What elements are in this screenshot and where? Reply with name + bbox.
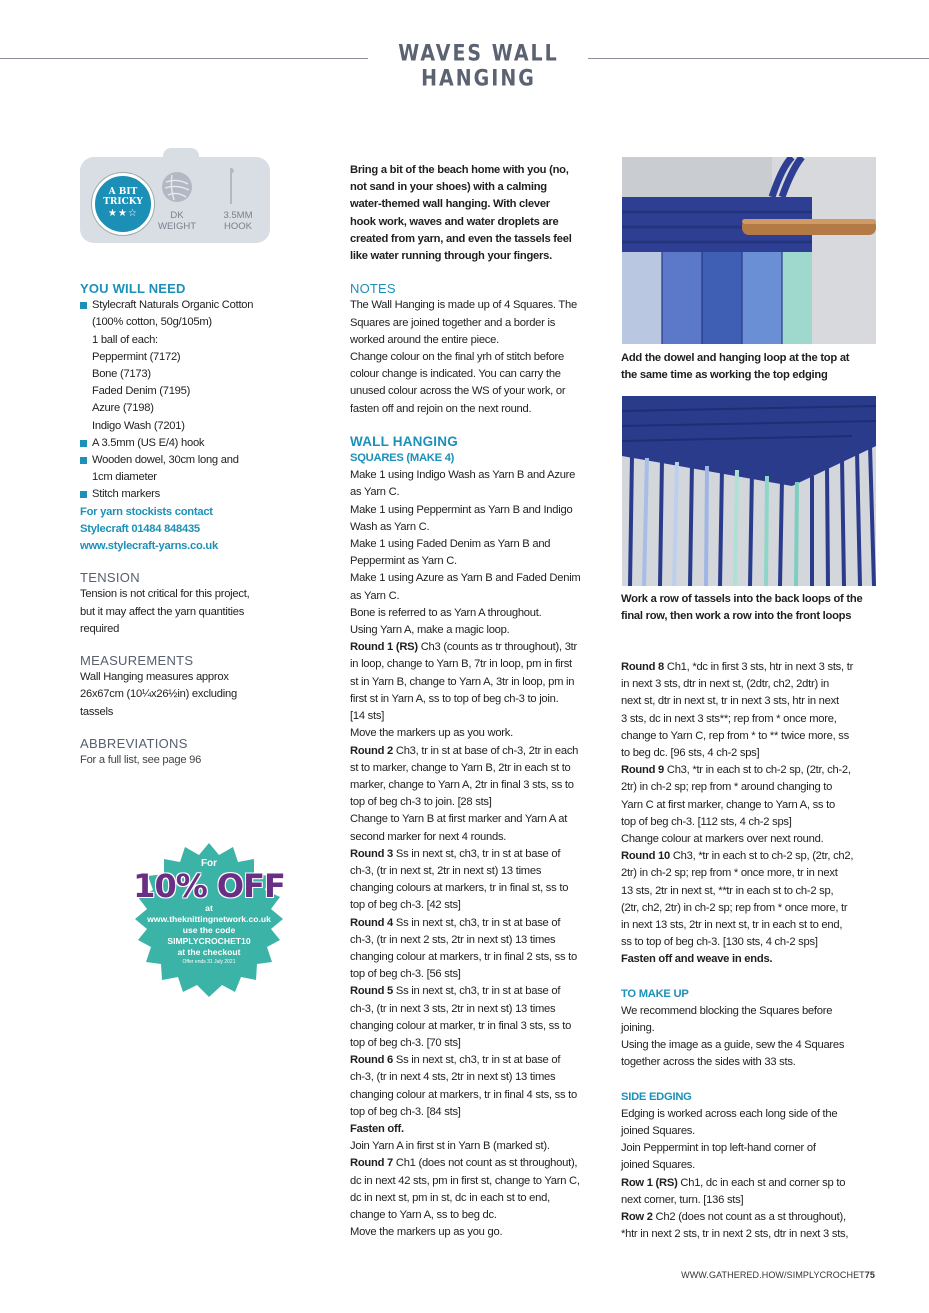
photo-dowel — [622, 157, 876, 344]
pattern-line: Change colour at markers over next round. — [621, 833, 824, 846]
pattern-line: Round 6 Ss in next st, ch3, tr in st at base of — [350, 1054, 561, 1067]
pattern-line: Round 7 Ch1 (does not count as st throughout), — [350, 1157, 578, 1170]
pattern-line: marker, change to Yarn A, 2tr in final 3 sts, ss to — [350, 778, 574, 791]
pattern-line: Make 1 using Indigo Wash as Yarn B and Azure — [350, 469, 576, 482]
pattern-line: ch-3, (tr in next 2 sts, 2tr in next st) 13 times — [350, 933, 556, 946]
pattern-line: changing colour at markers, tr in final 2 sts, ss to — [350, 950, 578, 963]
pattern-line: 2tr) in ch-2 sp; rep from * once more, tr in next — [621, 867, 838, 880]
pattern-line: top of beg ch-3. [56 sts] — [350, 968, 461, 981]
pattern-line: Round 3 Ss in next st, ch3, tr in st at base of — [350, 847, 561, 860]
photo-tassels — [622, 396, 876, 586]
yarn-ball-icon — [162, 172, 192, 202]
measurements-text: Wall Hanging measures approx 26x67cm (10¼x26½in) excluding tassels — [80, 671, 237, 718]
page-number: 75 — [864, 1270, 875, 1280]
page-footer — [650, 1270, 875, 1280]
stockist-link[interactable]: www.stylecraft-yarns.co.uk — [80, 540, 218, 553]
promo-at: at — [205, 903, 213, 913]
list-item: Wooden dowel, 30cm long and 1cm diameter — [80, 452, 280, 486]
pattern-line: as Yarn C. — [350, 486, 400, 499]
list-item: Stylecraft Naturals Organic Cotton (100% cotton, 50g/105m) 1 ball of each: Peppermint (7172) Bone (7173) Faded Denim (7195) Azure (7198) Indigo Wash (7201) — [80, 297, 280, 435]
pattern-line: Using Yarn A, make a magic loop. — [350, 624, 510, 637]
promo-code: SIMPLYCROCHET10 — [167, 936, 251, 946]
pattern-line: Wash as Yarn C. — [350, 520, 430, 533]
pattern-line: in loop, change to Yarn B, 7tr in loop, pm in first — [350, 658, 572, 671]
pattern-line: Make 1 using Peppermint as Yarn B and Indigo — [350, 503, 573, 516]
pattern-line: 2tr) in ch-2 sp; rep from * around changing to — [621, 781, 833, 794]
pattern-line: Row 2 Ch2 (does not count as a st throughout), — [621, 1211, 846, 1224]
abbreviations-heading: ABBREVIATIONS — [80, 735, 188, 751]
pattern-line: in next 3 sts, dtr in next st, (2dtr, ch2, 2dtr) in — [621, 678, 829, 691]
middle-column — [350, 162, 608, 1241]
pattern-line: Join Yarn A in first st in Yarn B (marked st). — [350, 1140, 550, 1153]
pattern-line: change to Yarn C, rep from * to ** twice more, ss — [621, 729, 849, 742]
pattern-line: ch-3, (tr in next 3 sts, 2tr in next st) 13 times — [350, 1002, 556, 1015]
pattern-line: Round 10 Ch3, *tr in each st to ch-2 sp, (2tr, ch2, — [621, 850, 854, 863]
pattern-line: in next 13 sts, 2tr in next st, tr in each st to end, — [621, 919, 843, 932]
pattern-line: Make 1 using Faded Denim as Yarn B and — [350, 538, 551, 551]
pattern-line: changing colour at marker, tr in final 3 sts, ss to — [350, 1019, 572, 1032]
pattern-line: Edging is worked across each long side of the — [621, 1107, 838, 1120]
you-will-need-heading: YOU WILL NEED — [80, 281, 186, 296]
pattern-line: Round 1 (RS) Ch3 (counts as tr throughout), 3tr — [350, 641, 578, 654]
discount-seal[interactable] — [125, 843, 293, 1011]
notes-text: The Wall Hanging is made up of 4 Squares. The Squares are joined together and a border is worked around the entire piece. Change colour on the final yrh of stitch before colour change is indicated. You can carry the unused colour across the WS of your work, or fasten off and rejoin on the next round. — [350, 299, 577, 415]
pattern-line: Move the markers up as you work. — [350, 727, 513, 740]
wall-hanging-heading: WALL HANGING — [350, 433, 458, 449]
pattern-line: top of beg ch-3. [70 sts] — [350, 1036, 461, 1049]
side-edging-text — [621, 1106, 879, 1244]
pattern-line: Row 1 (RS) Ch1, dc in each st and corner sp to — [621, 1176, 846, 1189]
pattern-line: ch-3, (tr in next st, 2tr in next st) 13 times — [350, 864, 542, 877]
page-title: WAVES WALL HANGING — [398, 40, 559, 92]
header-rule-left — [0, 58, 368, 59]
pattern-line: to beg dc. [96 sts, 4 ch-2 sps] — [621, 747, 760, 760]
weight-label: DK WEIGHT — [158, 210, 196, 232]
intro-paragraph: Bring a bit of the beach home with you (no, not sand in your shoes) with a calming water-themed wall hanging. With clever hook work, waves and water droplets are created from yarn, and even the tassels feel like water running through your fingers. — [350, 164, 572, 263]
pattern-line: changing colours at markers, tr in final st, ss to — [350, 882, 569, 895]
pattern-line: joined Squares. — [621, 1125, 695, 1138]
promo-site-link[interactable]: www.theknittingnetwork.co.uk — [147, 914, 271, 924]
promo-for: For — [200, 858, 218, 869]
photo-caption-bottom: Work a row of tassels into the back loops of the final row, then work a row into the front loops — [621, 593, 863, 623]
abbreviations-text: For a full list, see page 96 — [80, 754, 202, 767]
pattern-line: st to marker, change to Yarn B, 2tr in each st to — [350, 761, 571, 774]
pattern-rounds-1-7 — [350, 467, 608, 1241]
pattern-line: second marker for next 4 rounds. — [350, 830, 507, 843]
pattern-line: Fasten off. — [350, 1122, 404, 1135]
pattern-line: as Yarn C. — [350, 589, 400, 602]
footer-url[interactable]: WWW.GATHERED.HOW/SIMPLYCROCHET — [681, 1270, 865, 1280]
photo-caption-top: Add the dowel and hanging loop at the top at the same time as working the top edging — [621, 352, 850, 382]
sidebar-column — [80, 280, 280, 769]
notes-heading: NOTES — [350, 281, 396, 297]
pattern-line: Yarn C at first marker, change to Yarn A, ss to — [621, 798, 835, 811]
pattern-line: next st, dtr in next st, tr in next 3 sts, htr in next — [621, 695, 839, 708]
pattern-line: [14 sts] — [350, 710, 385, 723]
pattern-line: first st in Yarn A, ss to top of beg ch-3 to join. — [350, 692, 559, 705]
pattern-line: *htr in next 2 sts, tr in next 2 sts, dtr in next 3 sts, — [621, 1228, 849, 1241]
pattern-line: Move the markers up as you go. — [350, 1226, 503, 1239]
header-rule-right — [588, 58, 929, 59]
pattern-line: Make 1 using Azure as Yarn B and Faded Denim — [350, 572, 581, 585]
pattern-line: Round 5 Ss in next st, ch3, tr in st at base of — [350, 985, 561, 998]
measurements-heading: MEASUREMENTS — [80, 653, 194, 669]
pattern-line: ch-3, (tr in next 4 sts, 2tr in next st) 13 times — [350, 1071, 556, 1084]
pattern-line: next corner, turn. [136 sts] — [621, 1193, 744, 1206]
side-edging-heading: SIDE EDGING — [621, 1090, 692, 1103]
hook-size-label: 3.5MM HOOK — [223, 210, 253, 232]
materials-list — [80, 297, 280, 503]
pattern-line: Peppermint as Yarn C. — [350, 555, 457, 568]
pattern-line: Change to Yarn B at first marker and Yarn A at — [350, 813, 568, 826]
list-item: A 3.5mm (US E/4) hook — [80, 435, 280, 452]
pattern-line: Fasten off and weave in ends. — [621, 953, 773, 966]
pattern-line: (2tr, ch2, 2tr) in ch-2 sp; rep from * once more, tr — [621, 901, 848, 914]
promo-discount: 10% OFF — [133, 867, 285, 905]
pattern-line: st in Yarn B, change to Yarn A, 3tr in loop, pm in — [350, 675, 575, 688]
difficulty-icon — [92, 173, 154, 235]
list-item: Stitch markers — [80, 486, 280, 503]
promo-checkout: at the checkout — [177, 947, 241, 957]
crochet-hook-icon — [227, 168, 235, 204]
pattern-line: Round 4 Ss in next st, ch3, tr in st at base of — [350, 916, 561, 929]
stockists-info: For yarn stockists contact Stylecraft 01484 848435 www.stylecraft-yarns.co.uk — [80, 504, 280, 556]
make-up-heading: TO MAKE UP — [621, 987, 689, 1000]
pattern-line: 13 sts, 2tr in next st, **tr in each st to ch-2 sp, — [621, 884, 834, 897]
pattern-line: 3 sts, dc in next 3 sts**; rep from * once more, — [621, 712, 837, 725]
pattern-line: change to Yarn A, ss to beg dc. — [350, 1208, 497, 1221]
pattern-line: changing colour at markers, tr in final 4 sts, ss to — [350, 1088, 578, 1101]
difficulty-stars: ★★☆ — [108, 208, 138, 219]
pattern-rounds-8-10 — [621, 659, 879, 969]
promo-expiry: Offer ends 31 July 2021 — [182, 959, 236, 965]
tension-text: Tension is not critical for this project, but it may affect the yarn quantities required — [80, 588, 250, 635]
pattern-line: joined Squares. — [621, 1159, 695, 1172]
pattern-line: top of beg ch-3. [112 sts, 4 ch-2 sps] — [621, 815, 792, 828]
pattern-line: Round 9 Ch3, *tr in each st to ch-2 sp, (2tr, ch-2, — [621, 764, 851, 777]
pattern-line: dc in next 42 sts, pm in first st, change to Yarn C, — [350, 1174, 580, 1187]
pattern-line: Bone is referred to as Yarn A throughout. — [350, 606, 542, 619]
pattern-line: ss to top of beg ch-3. [130 sts, 4 ch-2 sps] — [621, 936, 818, 949]
pattern-line: dc in next st, pm in st, dc in each st to end, — [350, 1191, 550, 1204]
difficulty-level-line2: TRICKY — [103, 197, 143, 207]
pattern-line: top of beg ch-3. [84 sts] — [350, 1105, 461, 1118]
promo-use: use the code — [182, 925, 236, 935]
tension-heading: TENSION — [80, 570, 140, 586]
pattern-line: top of beg ch-3. [42 sts] — [350, 899, 461, 912]
difficulty-level-line1: A BIT — [108, 187, 138, 197]
pattern-line: Round 8 Ch1, *dc in first 3 sts, htr in next 3 sts, tr — [621, 661, 854, 673]
right-column — [621, 659, 879, 1244]
pattern-line: Round 2 Ch3, tr in st at base of ch-3, 2tr in each — [350, 744, 579, 757]
squares-subheading: SQUARES (MAKE 4) — [350, 452, 455, 465]
pattern-line: top of beg ch-3 to join. [28 sts] — [350, 796, 492, 809]
make-up-text: We recommend blocking the Squares before joining. Using the image as a guide, sew the 4 Squares together across the sides with 33 sts. — [621, 1004, 845, 1069]
pattern-line: Join Peppermint in top left-hand corner of — [621, 1142, 816, 1155]
